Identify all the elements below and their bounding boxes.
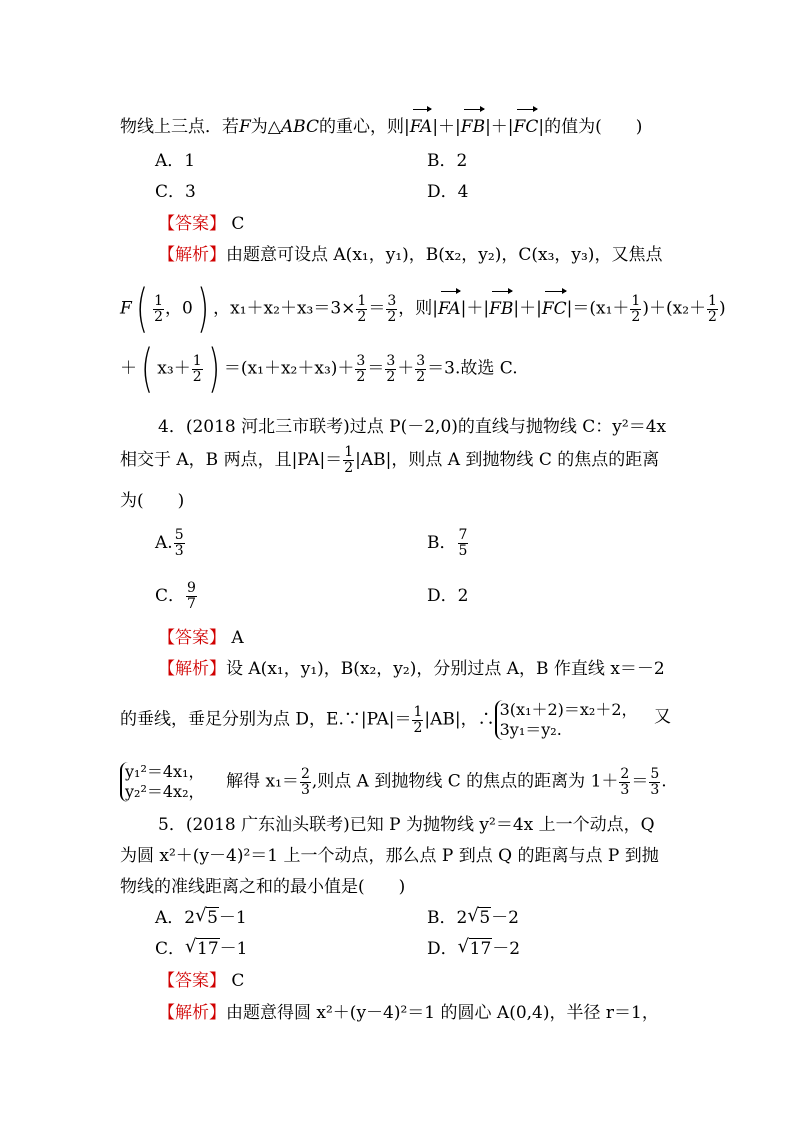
q4-analysis-line1: 【解析】设 A(x₁，y₁)，B(x₂，y₂)，分别过点 A，B 作直线 x＝－2: [158, 659, 665, 679]
vector-FB: FB: [460, 117, 486, 137]
q4-answer: 【答案】 A: [158, 628, 244, 648]
answer-tag: 【答案】: [158, 628, 226, 648]
q3-analysis-line1: 【解析】由题意可设点 A(x₁，y₁)，B(x₂，y₂)，C(x₃，y₃)，又焦点: [158, 245, 663, 265]
analysis-tag: 【解析】: [158, 659, 226, 679]
q4-option-a: A. $\frac{5}{3}$: [155, 527, 184, 559]
q5-option-b: B．2√ 5－2: [427, 907, 519, 929]
q4-option-b: B． $\frac{7}{5}$: [427, 527, 468, 559]
q3-answer: 【答案】 C: [158, 214, 245, 234]
q4-stem-line3: 为( ): [120, 491, 185, 511]
q4-stem-line2: 相交于 A，B 两点，且|PA|＝ $\frac{1}{2}$ |AB|，则点 A 到抛物线 C 的焦点的距离: [120, 444, 660, 476]
q3-option-b: B．2: [427, 151, 468, 171]
q4-option-d: D．2: [427, 586, 469, 606]
q4-analysis-line2: 的垂线，垂足分别为点 D，E.∵|PA|＝ $\frac{1}{2}$ |AB|，∴ 3(x₁＋2)＝x₂＋2， 3y₁＝y₂.: [120, 700, 638, 739]
sqrt-symbol: √ 17: [185, 938, 220, 960]
equation-system: y₁²＝4x₁， y₂²＝4x₂，: [120, 762, 205, 802]
q5-stem-line3: 物线的准线距离之和的最小值是( ): [120, 877, 406, 897]
answer-tag: 【答案】: [158, 214, 226, 234]
q5-answer: 【答案】 C: [158, 971, 245, 991]
q5-stem-line2: 为圆 x²＋(y－4)²＝1 上一个动点，那么点 P 到点 Q 的距离与点 P 到抛: [120, 846, 659, 866]
q3-stem: 物线上三点．若F为△ABC的重心，则|FA|＋|FB|＋|FC|的值为( ): [120, 117, 643, 137]
vector-FA: FA: [409, 117, 433, 137]
q3-option-d: D．4: [427, 182, 469, 202]
q4-analysis-tail: 又: [654, 707, 671, 727]
analysis-tag: 【解析】: [158, 1003, 226, 1023]
q4-stem-line1: 4．(2018 河北三市联考)过点 P(－2,0)的直线与抛物线 C：y²＝4x: [158, 417, 667, 437]
answer-tag: 【答案】: [158, 971, 226, 991]
q5-option-d: D．√ 17－2: [427, 938, 520, 960]
vector-FC: FC: [513, 117, 539, 137]
sqrt-symbol: √ 5: [467, 907, 491, 929]
q5-analysis-line1: 【解析】由题意得圆 x²＋(y－4)²＝1 的圆心 A(0,4)，半径 r＝1，: [158, 1003, 659, 1023]
sqrt-symbol: √ 17: [458, 938, 493, 960]
q4-option-c: C． $\frac{9}{7}$: [155, 580, 196, 612]
q4-analysis-line3: y₁²＝4x₁， y₂²＝4x₂， 解得 x₁＝ $\frac{2}{3}$ ,则点 A 到抛物线 C 的焦点的距离为 1＋ $\frac{2}{3}$ ＝ $\frac{5}{3}$ .: [120, 762, 667, 802]
q5-option-c: C．√ 17－1: [155, 938, 247, 960]
equation-system: 3(x₁＋2)＝x₂＋2， 3y₁＝y₂.: [495, 700, 638, 740]
q3-analysis-line3: ＋( x₃＋ $\frac{1}{2}$ ) ＝(x₁＋x₂＋x₃)＋ $\frac{3}{2}$ ＝ $\frac{3}{2}$ ＋ $\frac{3}{2}$ ＝3.故选 C.: [120, 339, 518, 399]
q3-option-a: A．1: [155, 151, 196, 171]
q3-analysis-line2: F( $\frac{1}{2}$ ，0) ，x₁＋x₂＋x₃＝3× $\frac{1}{2}$ ＝ $\frac{3}{2}$ ，则|FA|＋|FB|＋|FC|＝(x₁＋ $\frac{1}{2}$ )＋(x₂＋ $\frac{1}{2}$ ): [120, 279, 726, 339]
q5-option-a: A．2√ 5－1: [155, 907, 247, 929]
q5-stem-line1: 5．(2018 广东汕头联考)已知 P 为抛物线 y²＝4x 上一个动点，Q: [158, 815, 655, 835]
sqrt-symbol: √ 5: [195, 907, 219, 929]
q3-option-c: C．3: [155, 182, 196, 202]
analysis-tag: 【解析】: [158, 245, 226, 265]
